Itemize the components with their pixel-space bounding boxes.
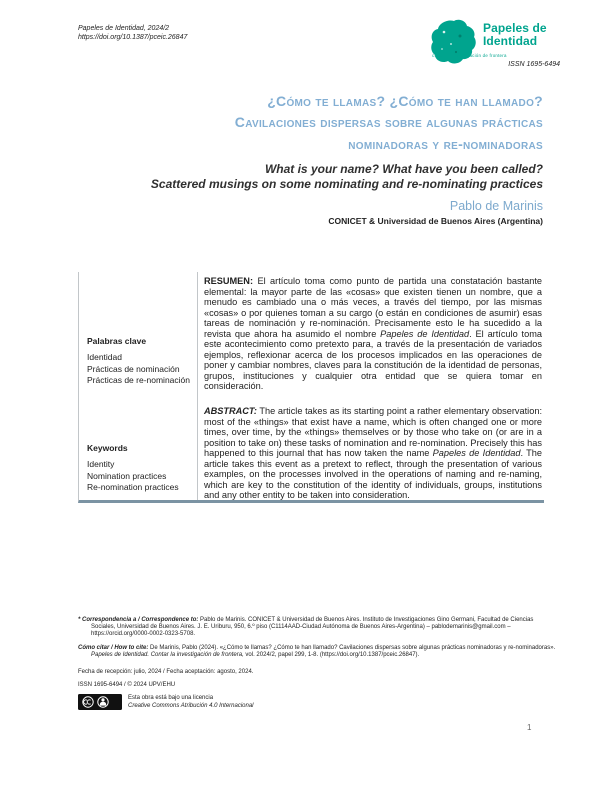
issn-copyright: ISSN 1695-6494 / © 2024 UPV/EHU — [78, 682, 176, 688]
doi-link[interactable]: https://doi.org/10.1387/pceic.26847 — [78, 34, 188, 41]
citation-text-pre: De Marinis, Pablo (2024). «¿Cómo te llamas? ¿Cómo te han llamado? Cavilaciones dispersas sobre algunas prácticas nominadoras y re-nominadoras». — [150, 645, 556, 651]
license-text — [128, 694, 254, 710]
abstract-keywords-block — [78, 272, 544, 503]
author-name: Pablo de Marinis — [449, 199, 543, 213]
reception-dates: Fecha de recepción: julio, 2024 / Fecha aceptación: agosto, 2024. — [78, 669, 254, 675]
cc-by-badge-icon[interactable] — [78, 694, 122, 710]
abstract-text-pre: The article takes as its starting point a rather elementary observation: most of the «things» that exist have a name, which is often changed one or more times, over time, by the «things» themselves or by those who take on (or are in a position to take on) these tasks of nomination and re-nomination. Precisely this has happened to this journal that has now taken the name — [204, 406, 542, 458]
citation-label: Cómo citar / How to cite: — [78, 645, 149, 651]
license-line2[interactable]: Creative Commons Atribución 4.0 Internacional — [128, 702, 254, 709]
resumen-label: RESUMEN: — [204, 276, 254, 286]
abstract-text-post: . The article takes this event as a pretext to reflect, through the presentation of various examples, on the processes involved in the operations of naming and re-naming, which are key to the constitution of the identity of individuals, groups, institutions and any other entity to be taken into consideration. — [204, 448, 542, 500]
title-es-line1: ¿Cómo te llamas? ¿Cómo te han llamado? — [267, 93, 543, 109]
keyword-item: Nomination practices — [87, 470, 167, 481]
journal-issue-line: Papeles de Identidad, 2024/2 — [78, 25, 170, 32]
logo-blob-icon — [430, 19, 478, 65]
page-number: 1 — [527, 723, 532, 732]
journal-header — [78, 24, 187, 42]
author-affiliation: CONICET & Universidad de Buenos Aires (Argentina) — [328, 216, 543, 226]
license-row — [78, 694, 254, 710]
palabra-clave-item: Prácticas de re-nominación — [87, 375, 190, 385]
keywords-list — [87, 459, 191, 494]
license-line1: Esta obra está bajo una licencia — [128, 695, 214, 701]
correspondence-text[interactable]: Pablo de Marinis. CONICET & Universidad de Buenos Aires. Instituto de Investigaciones Gino Germani, Facultad de Ciencias Sociales, Universidad de Buenos Aires. J. E. Uriburu, 950, 6.º piso (C1114AAD-Ciudad Autónoma de Buenos Aires-Argentina) – pablodemarinis@gmail.com – https://orcid.org/0000-0002-0323-5708. — [91, 617, 534, 638]
logo-name-line1: Papeles de — [483, 21, 547, 35]
resumen-journal-name: Papeles de Identidad — [380, 328, 470, 339]
correspondence-label: * Correspondencia a / Correspondence to: — [78, 617, 199, 623]
journal-logo — [430, 16, 562, 70]
resumen-paragraph — [204, 276, 542, 392]
vertical-divider — [197, 272, 198, 500]
abstract-journal-name: Papeles de Identidad — [432, 448, 521, 458]
title-es-line3: nominadoras y re-nominadoras — [348, 135, 543, 152]
abstract-label: ABSTRACT: — [204, 406, 257, 416]
keyword-item: Identity — [87, 459, 115, 469]
issn-header: ISSN 1695-6494 — [508, 61, 560, 68]
citation-text-post[interactable]: vol. 2024/2, papel 299, 1-8. (https://doi.org/10.1387/pceic.26847). — [243, 652, 420, 659]
title-en-line1: What is your name? What have you been called? — [264, 162, 543, 176]
article-title-es — [90, 91, 543, 155]
palabra-clave-item: Prácticas de nominación — [87, 363, 180, 374]
resumen-text-post: . El artículo toma este acontecimiento como pretexto para, a través de la presentación de variados ejemplos, reflexionar acerca de los procesos implicados en las operaciones de poner y cambiar nombres, claves para la constitución de la identidad de personas, grupos, instituciones y cualquier otra entidad que se quiera tomar en consideración. — [204, 328, 542, 391]
palabra-clave-item: Identidad — [87, 352, 122, 362]
palabras-clave-label: Palabras clave — [87, 336, 147, 346]
keyword-item: Re-nomination practices — [87, 482, 179, 492]
logo-tagline: contar la investigación de frontera — [432, 53, 507, 58]
abstract-paragraph — [204, 406, 542, 501]
title-es-line2: Cavilaciones dispersas sobre algunas prácticas — [234, 114, 543, 131]
title-en-line2: Scattered musings on some nominating and re-nominating practices — [150, 176, 543, 191]
keywords-label: Keywords — [87, 443, 128, 453]
logo-wordmark — [483, 22, 547, 47]
correspondence-note — [78, 617, 556, 639]
palabras-clave-list — [87, 352, 191, 387]
citation-note — [78, 645, 556, 659]
article-title-en — [90, 162, 543, 191]
logo-name-line2: Identidad — [483, 33, 538, 48]
resumen-text-pre: El artículo toma como punto de partida una constatación bastante elemental: la mayor parte de las «cosas» que existen tienen un nombre, que a menudo es cambiado una o más veces, a través del tiempo, por las mismas «cosas» o por quienes toman a su cargo (o están en condiciones de asumir) esas tareas de nominación y re-nominación. Precisamente esto le ha sucedido a la revista que ahora ha asumido el nombre — [204, 276, 542, 339]
citation-journal-name: Papeles de Identidad. Contar la investigación de frontera, — [91, 652, 244, 659]
